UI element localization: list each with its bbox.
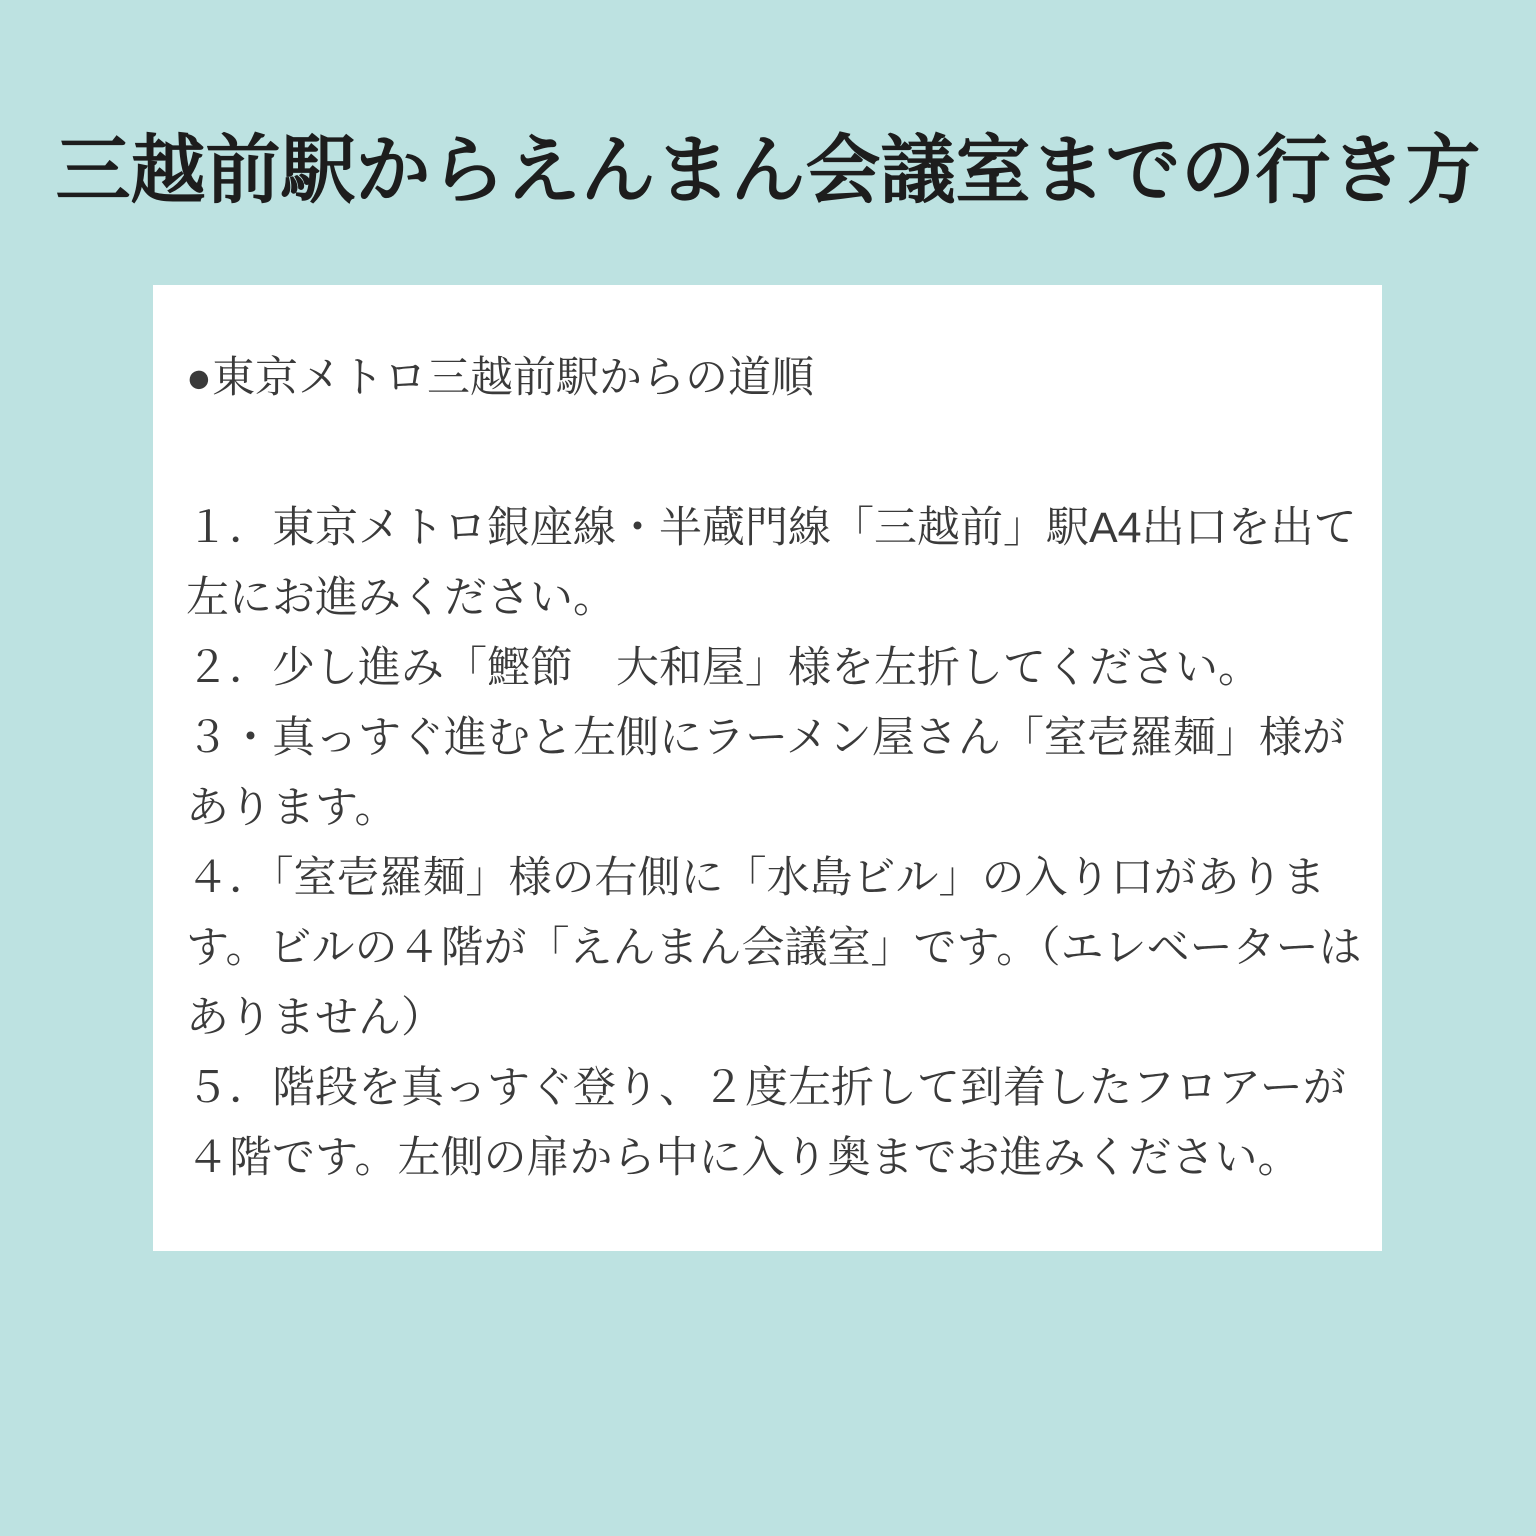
page-title: 三越前駅からえんまん会議室までの行き方 — [55, 128, 1481, 213]
step-2: ２．少し進み「鰹節 大和屋」様を左折してください。 — [186, 644, 1261, 692]
step-3: ３・真っすぐ進むと左側にラーメン屋さん「室壱羅麺」様があります。 — [186, 714, 1345, 832]
steps — [186, 493, 1369, 1193]
step-4: ４．「室壱羅麺」様の右側に「水島ビル」の入り口があります。ビルの４階が「えんまん会議室」です。（エレベーターはありません） — [186, 854, 1362, 1042]
directions-heading: ●東京メトロ三越前駅からの道順 — [186, 354, 814, 402]
directions-card — [153, 285, 1382, 1251]
step-1: １．東京メトロ銀座線・半蔵門線「三越前」駅A4出口を出て左にお進みください。 — [186, 504, 1357, 622]
step-5: ５．階段を真っすぐ登り、２度左折して到着したフロアーが４階です。左側の扉から中に入り奥までお進みください。 — [186, 1064, 1346, 1182]
